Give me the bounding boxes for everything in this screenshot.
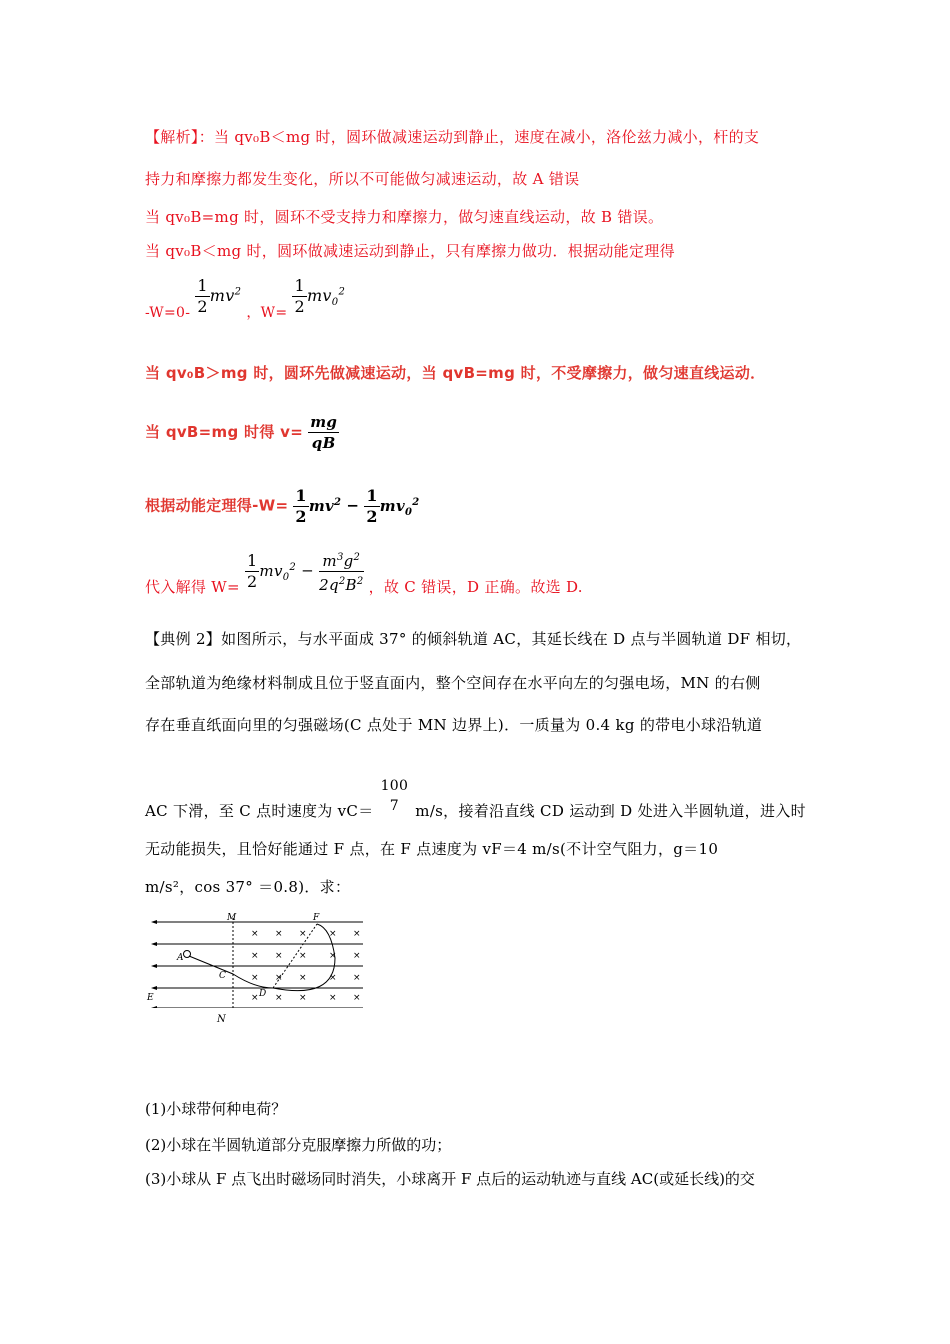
- analysis-line-3: 当 qv₀B=mg 时，圆环不受支持力和摩擦力，做匀速直线运动，故 B 错误。: [145, 208, 664, 226]
- question-1: (1)小球带何种电荷？: [145, 1100, 287, 1118]
- physics-diagram: [145, 908, 370, 1008]
- svg-text:×: ×: [353, 929, 361, 939]
- track-ac: [189, 956, 273, 988]
- equation-result: 代入解得 W= $\frac{1}{2}$ $mv_0^2$ − $\frac{m^3g^2}{2q^2B^2}$ ，故 C 错误，D 正确。故选 D.: [145, 548, 583, 595]
- svg-text:×: ×: [329, 973, 337, 983]
- svg-text:×: ×: [275, 973, 283, 983]
- svg-text:×: ×: [299, 951, 307, 961]
- svg-text:×: ×: [251, 951, 259, 961]
- example-line-4: AC 下滑，至 C 点时速度为 vC＝ 100 7 m/s，接着沿直线 CD 运动到 D 处进入半圆轨道，进入时: [145, 778, 806, 820]
- equation-velocity: 当 qvB=mg 时得 v= $\frac{mg}{qB}$: [145, 413, 338, 452]
- fraction-result: $\frac{m^3g^2}{2q^2B^2}$: [319, 548, 363, 595]
- equation-work-1: -W=0- $\frac{1}{2}$ $mv^2$ ，W= $\frac{1}{2}$ $mv_0^2$: [145, 276, 346, 321]
- svg-text:×: ×: [353, 951, 361, 961]
- svg-text:×: ×: [275, 993, 283, 1003]
- svg-text:×: ×: [275, 929, 283, 939]
- svg-text:×: ×: [329, 929, 337, 939]
- example-line-6: m/s²，cos 37° ＝0.8)．求：: [145, 878, 351, 896]
- example-line-5: 无动能损失，且恰好能通过 F 点，在 F 点速度为 vF＝4 m/s(不计空气阻力，g＝10: [145, 840, 719, 858]
- svg-text:×: ×: [299, 929, 307, 939]
- svg-text:×: ×: [251, 929, 259, 939]
- label-d: D: [259, 989, 267, 999]
- analysis-line-4: 当 qv₀B＜mg 时，圆环做减速运动到静止，只有摩擦力做功．根据动能定理得: [145, 242, 675, 260]
- label-c: C: [219, 971, 226, 981]
- example-line-2: 全部轨道为绝缘材料制成且位于竖直面内，整个空间存在水平向左的匀强电场，MN 的右侧: [145, 674, 761, 692]
- question-2: (2)小球在半圆轨道部分克服摩擦力所做的功；: [145, 1136, 452, 1154]
- svg-text:×: ×: [251, 973, 259, 983]
- label-m: M: [227, 913, 237, 923]
- svg-text:×: ×: [329, 951, 337, 961]
- svg-text:×: ×: [329, 993, 337, 1003]
- equation-energy: 根据动能定理得-W= $\frac{1}{2}$ $mv^2$ − $\frac{1}{2}$ $mv_0^2$: [145, 486, 420, 526]
- label-f: F: [313, 913, 320, 923]
- svg-text:×: ×: [275, 951, 283, 961]
- analysis-line-1: 【解析】：当 qv₀B＜mg 时，圆环做减速运动到静止，速度在减小，洛伦兹力减小，杆的支: [145, 128, 760, 146]
- analysis-line-5: 当 qv₀B＞mg 时，圆环先做减速运动，当 qvB=mg 时，不受摩擦力，做匀速直线运动．: [145, 364, 766, 382]
- label-a: A: [177, 953, 184, 963]
- fraction-vc: 100 7: [380, 778, 409, 814]
- analysis-line-2: 持力和摩擦力都发生变化，所以不可能做匀减速运动，故 A 错误: [145, 170, 580, 188]
- svg-text:×: ×: [299, 973, 307, 983]
- label-e: E: [147, 993, 154, 1003]
- question-3: (3)小球从 F 点飞出时磁场同时消失，小球离开 F 点后的运动轨迹与直线 AC(或延长线)的交: [145, 1170, 755, 1188]
- svg-text:×: ×: [299, 993, 307, 1003]
- fraction-mg-qB: $\frac{mg}{qB}$: [310, 413, 338, 452]
- fraction-half-mv2: $\frac{1}{2}$: [197, 276, 208, 316]
- label-n-text: N: [217, 1014, 226, 1025]
- svg-text:×: ×: [251, 993, 259, 1003]
- fraction-half-mv0: $\frac{1}{2}$: [294, 276, 305, 316]
- example-line-3: 存在垂直纸面向里的匀强磁场(C 点处于 MN 边界上)．一质量为 0.4 kg 的带电小球沿轨道: [145, 716, 763, 734]
- svg-text:×: ×: [353, 993, 361, 1003]
- example-line-1: 【典例 2】如图所示，与水平面成 37° 的倾斜轨道 AC，其延长线在 D 点与半圆轨道 DF 相切，: [145, 630, 802, 648]
- svg-text:×: ×: [353, 973, 361, 983]
